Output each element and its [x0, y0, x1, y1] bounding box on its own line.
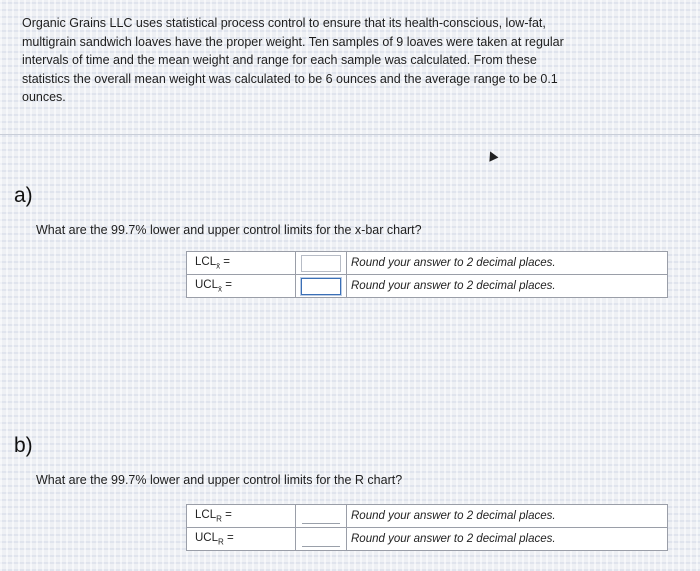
ucl-xbar-input[interactable] — [301, 278, 341, 295]
table-row — [187, 252, 668, 275]
part-b-question: What are the 99.7% lower and upper control limits for the R chart? — [36, 473, 403, 487]
part-b-limits-table — [186, 504, 668, 551]
lcl-r-input[interactable] — [302, 509, 340, 524]
lcl-xbar-input[interactable] — [301, 255, 341, 272]
part-a-label: a) — [14, 184, 33, 207]
lcl-r-label: $LCL_R$ = — [187, 505, 296, 528]
table-row — [187, 528, 668, 551]
mouse-cursor-icon — [486, 149, 499, 161]
part-b-label: b) — [14, 434, 33, 457]
rounding-hint: Round your answer to 2 decimal places. — [347, 528, 668, 551]
section-divider — [0, 134, 700, 135]
ucl-r-input[interactable] — [302, 532, 340, 547]
part-a-question: What are the 99.7% lower and upper control limits for the x-bar chart? — [36, 223, 422, 237]
rounding-hint: Round your answer to 2 decimal places. — [347, 505, 668, 528]
intro-line: Organic Grains LLC uses statistical process control to ensure that its health-conscious, low-fat, — [22, 16, 546, 30]
table-row — [187, 275, 668, 298]
part-a-limits-table — [186, 251, 668, 298]
ucl-r-label: $UCL_R$ = — [187, 528, 296, 551]
intro-line: statistics the overall mean weight was calculated to be 6 ounces and the average range to be 0.1 — [22, 71, 558, 86]
rounding-hint: Round your answer to 2 decimal places. — [347, 252, 668, 275]
table-row — [187, 505, 668, 528]
rounding-hint: Round your answer to 2 decimal places. — [347, 275, 668, 298]
intro-line: ounces. — [22, 90, 66, 104]
problem-statement — [22, 14, 582, 107]
intro-line: intervals of time and the mean weight and range for each sample was calculated. From these — [22, 53, 537, 67]
lcl-xbar-label: $LCL_{x̄}$ = — [187, 252, 296, 275]
ucl-xbar-label: $UCL_{x̄}$ = — [187, 275, 296, 298]
intro-line: multigrain sandwich loaves have the proper weight. Ten samples of 9 loaves were taken at regular — [22, 34, 564, 49]
